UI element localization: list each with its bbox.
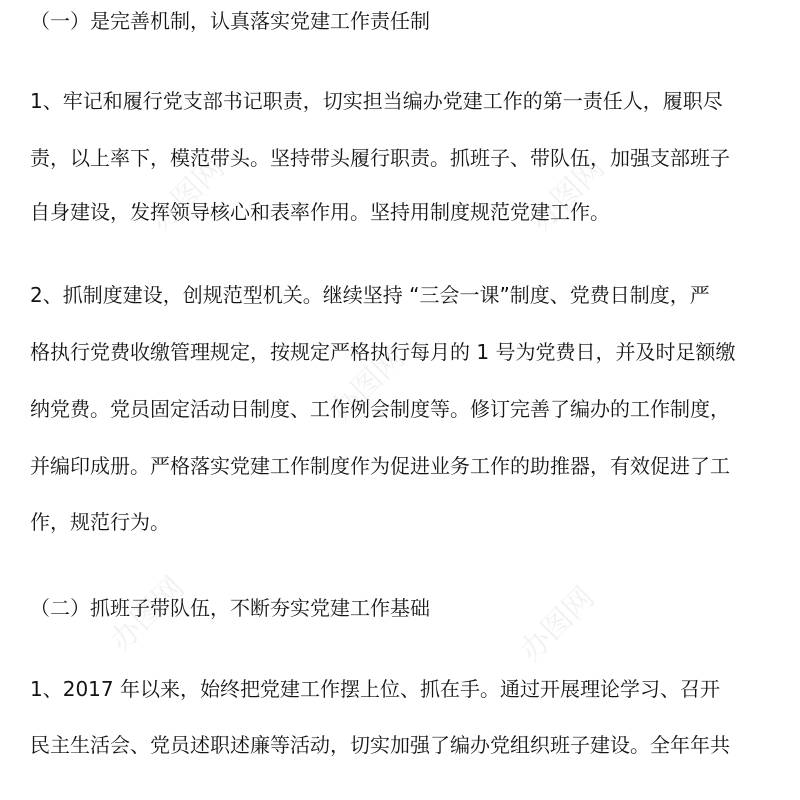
paragraph-line: 并编印成册。严格落实党建工作制度作为促进业务工作的助推器，有效促进了工 xyxy=(30,454,730,478)
paragraph-line: 2、抓制度建设，创规范型机关。继续坚持 “三会一课”制度、党费日制度，严 xyxy=(30,283,710,307)
watermark: 办图网 xyxy=(523,150,612,239)
watermark: 办图网 xyxy=(103,570,192,659)
paragraph-line: 作，规范行为。 xyxy=(30,510,170,534)
paragraph-line: 责，以上率下，模范带头。坚持带头履行职责。抓班子、带队伍，加强支部班子 xyxy=(30,146,730,170)
paragraph-line: 1、2017 年以来，始终把党建工作摆上位、抓在手。通过开展理论学习、召开 xyxy=(30,677,720,701)
paragraph-line: 民主生活会、党员述职述廉等活动，切实加强了编办党组织班子建设。全年年共 xyxy=(30,733,730,757)
paragraph-line: 1、牢记和履行党支部书记职责，切实担当编办党建工作的第一责任人，履职尽 xyxy=(30,89,723,113)
section-heading: （一）是完善机制，认真落实党建工作责任制 xyxy=(30,9,430,33)
section-heading: （二）抓班子带队伍，不断夯实党建工作基础 xyxy=(30,596,430,620)
paragraph-line: 格执行党费收缴管理规定，按规定严格执行每月的 1 号为党费日，并及时足额缴 xyxy=(30,340,736,364)
watermark: 办图网 xyxy=(143,150,232,239)
watermark: 办图网 xyxy=(323,340,412,429)
paragraph-line: 自身建设，发挥领导核心和表率作用。坚持用制度规范党建工作。 xyxy=(30,200,610,224)
watermark: 办图网 xyxy=(513,580,602,669)
paragraph-line: 纳党费。党员固定活动日制度、工作例会制度等。修订完善了编办的工作制度， xyxy=(30,397,730,421)
